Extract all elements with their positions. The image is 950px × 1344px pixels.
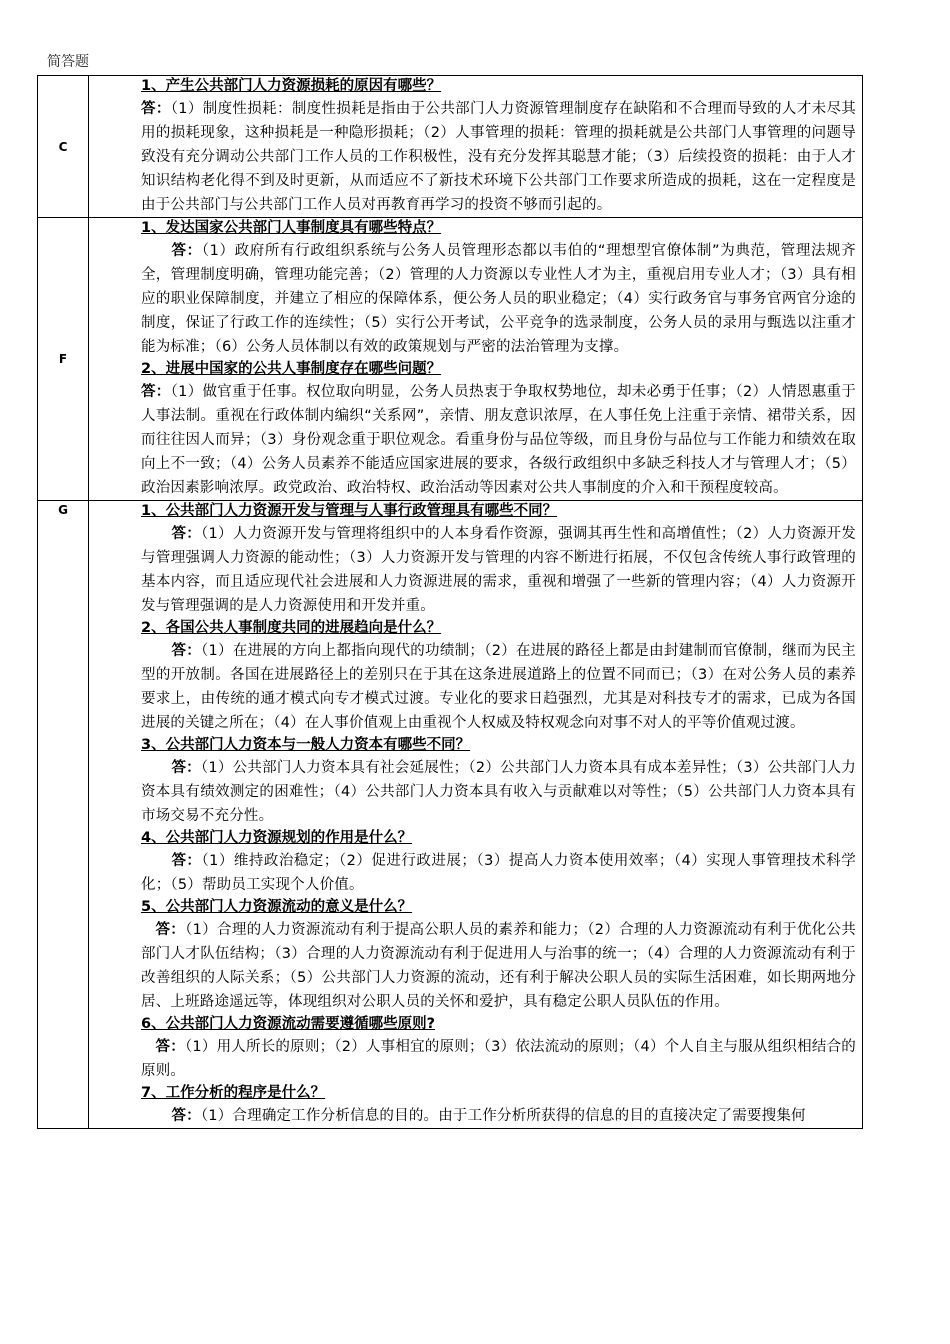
question-title: 5、公共部门人力资源流动的意义是什么？	[141, 899, 413, 915]
answer-text	[141, 1104, 856, 1128]
answer-body: （1）制度性损耗：制度性损耗是指由于公共部门人力资源管理制度存在缺陷和不合理而导致的人才未尽其用的损耗现象，这种损耗是一种隐形损耗；（2）人事管理的损耗：管理的损耗就是公共部门人事管理的问题导致没有充分调动公共部门工作人员的工作积极性，没有充分发挥其聪慧才能；（3）后续投资的损耗：由于人才知识结构老化得不到及时更新，从而适应不了新技术环境下公共部门工作要求所造成的损耗，这在一定程度是由于公共部门与公共部门工作人员对再教育再学习的投资不够而引起的。	[141, 101, 856, 213]
answer-text	[141, 380, 856, 500]
answer-text	[141, 522, 856, 618]
answer-label: 答：	[171, 643, 202, 659]
question-title: 2、各国公共人事制度共同的进展趋向是什么？	[141, 620, 442, 636]
question-title: 2、进展中国家的公共人事制度存在哪些问题？	[141, 361, 442, 377]
answer-body: （1）政府所有行政组织系统与公务人员管理形态都以韦伯的“理想型官僚体制”为典范，管理法规齐全，管理制度明确，管理功能完善；（2）管理的人力资源以专业性人才为主，重视启用专业人才；（3）具有相应的职业保障制度，并建立了相应的保障体系，便公务人员的职业稳定；（4）实行政务官与事务官两官分途的制度，保证了行政工作的连续性；（5）实行公开考试，公平竞争的选录制度，公务人员的录用与甄选以注重才能为标准；（6）公务人员体制以有效的政策规划与严密的法治管理为支撑。	[141, 243, 856, 355]
answer-text	[141, 97, 856, 217]
row-content	[89, 218, 863, 501]
row-letter	[38, 501, 89, 1129]
answer-label: 答：	[171, 243, 202, 259]
answer-label: 答：	[141, 101, 171, 117]
answer-label: 答：	[141, 384, 171, 400]
row-content	[89, 501, 863, 1129]
answer-label: 答：	[171, 526, 202, 542]
answer-body: （1）在进展的方向上都指向现代的功绩制；（2）在进展的路径上都是由封建制而官僚制，继而为民主型的开放制。各国在进展路径上的差别只在于其在这条进展道路上的位置不同而已；（3）在对公务人员的素养要求上，由传统的通才模式向专才模式过渡。专业化的要求日趋强烈，尤其是对科技专才的需求，已成为各国进展的关键之所在；（4）在人事价值观上由重视个人权威及特权观念向对事不对人的平等价值观过渡。	[141, 643, 856, 731]
answer-body: （1）用人所长的原则；（2）人事相宜的原则；（3）依法流动的原则；（4）个人自主与服从组织相结合的原则。	[141, 1039, 856, 1079]
question-title: 1、发达国家公共部门人事制度具有哪些特点？	[141, 220, 442, 236]
table-row	[38, 501, 863, 1129]
answer-text	[141, 849, 856, 897]
answer-body: （1）合理确定工作分析信息的目的。由于工作分析所获得的信息的目的直接决定了需要搜集何	[200, 1108, 806, 1124]
answer-body: （1）合理的人力资源流动有利于提高公职人员的素养和能力；（2）合理的人力资源流动有利于优化公共部门人才队伍结构；（3）合理的人力资源流动有利于促进用人与治事的统一；（4）合理的人力资源流动有利于改善组织的人际关系；（5）公共部门人力资源的流动，还有利于解决公职人员的实际生活困难，如长期两地分居、上班路途遥远等，体现组织对公职人员的关怀和爱护，具有稳定公职人员队伍的作用。	[141, 922, 856, 1010]
row-letter: C	[38, 76, 89, 218]
answer-body: （1）公共部门人力资本具有社会延展性；（2）公共部门人力资本具有成本差异性；（3）公共部门人力资本具有绩效测定的困难性；（4）公共部门人力资本具有收入与贡献难以对等性；（5）公共部门人力资本具有市场交易不充分性。	[141, 760, 856, 824]
table-row	[38, 76, 863, 218]
table-row	[38, 218, 863, 501]
answer-label: 答：	[171, 853, 202, 869]
answer-text	[141, 239, 856, 359]
answer-text	[141, 918, 856, 1014]
answer-body: （1）维持政治稳定；（2）促进行政进展；（3）提高人力资本使用效率；（4）实现人事管理技术科学化；（5）帮助员工实现个人价值。	[141, 853, 856, 893]
answer-body: （1）做官重于任事。权位取向明显，公务人员热衷于争取权势地位，却未必勇于任事；（2）人情恩惠重于人事法制。重视在行政体制内编织“关系网”，亲情、朋友意识浓厚，在人事任免上注重于亲情、裙带关系，因而往往因人而异；（3）身份观念重于职位观念。看重身份与品位等级，而且身份与品位与工作能力和绩效在取向上不一致；（4）公务人员素养不能适应国家进展的要求，各级行政组织中多缺乏科技人才与管理人才；（5）政治因素影响浓厚。政党政治、政治特权、政治活动等因素对公共人事制度的介入和干预程度较高。	[141, 384, 856, 496]
answer-text	[141, 756, 856, 828]
answer-label: 答：	[155, 922, 186, 938]
answer-text	[141, 639, 856, 735]
question-title: 3、公共部门人力资本与一般人力资本有哪些不同？	[141, 737, 471, 753]
question-title: 1、产生公共部门人力资源损耗的原因有哪些？	[141, 78, 442, 94]
answer-body: （1）人力资源开发与管理将组织中的人本身看作资源，强调其再生性和高增值性；（2）人力资源开发与管理强调人力资源的能动性；（3）人力资源开发与管理的内容不断进行拓展，不仅包含传统人事行政管理的基本内容，而且适应现代社会进展和人力资源进展的需求，重视和增强了一些新的管理内容；（4）人力资源开发与管理强调的是人力资源使用和开发并重。	[141, 526, 856, 614]
answer-label: 答：	[155, 1039, 185, 1055]
answer-label: 答：	[171, 760, 201, 776]
question-title: 6、公共部门人力资源流动需要遵循哪些原则?	[141, 1016, 435, 1032]
section-heading: 简答题	[47, 54, 89, 70]
answer-text	[141, 1035, 856, 1083]
question-title: 1、公共部门人力资源开发与管理与人事行政管理具有哪些不同？	[141, 503, 558, 519]
question-title: 4、公共部门人力资源规划的作用是什么？	[141, 830, 413, 846]
answer-label: 答：	[171, 1108, 201, 1124]
row-letter-text: G	[58, 503, 68, 517]
row-letter: F	[38, 218, 89, 501]
question-title: 7、工作分析的程序是什么？	[141, 1085, 326, 1101]
qa-table	[37, 75, 863, 1129]
row-content	[89, 76, 863, 218]
